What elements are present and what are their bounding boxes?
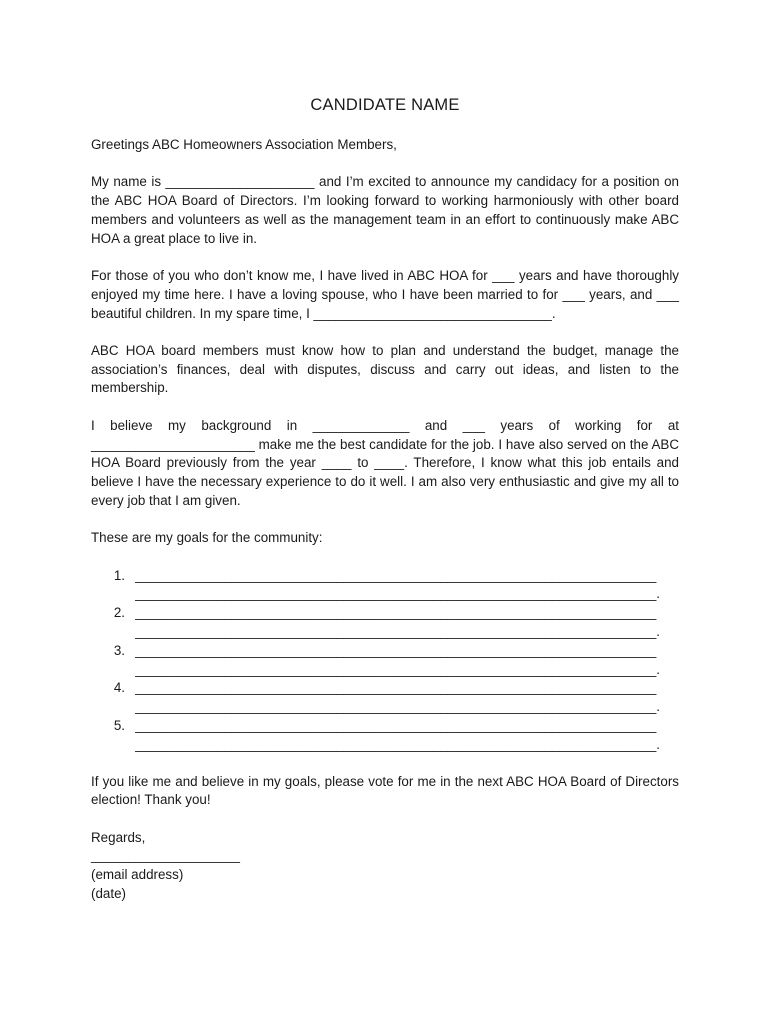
goal-blank xyxy=(135,604,679,642)
closing-paragraph: If you like me and believe in my goals, please vote for me in the next ABC HOA Board of Directors election! Thank you! xyxy=(91,773,679,808)
paragraph-responsibilities: ABC HOA board members must know how to plan and understand the budget, manage the association’s finances, deal with disputes, discuss and carry out ideas, and listen to the membership. xyxy=(91,342,679,396)
goal-blank-line: ______________________________________________________________________ xyxy=(135,680,657,696)
goal-number: 4. xyxy=(113,680,125,696)
document-page xyxy=(91,94,679,904)
goal-blank xyxy=(135,567,679,605)
goal-item xyxy=(91,717,679,755)
paragraph-introduction: My name is ____________________ and I’m excited to announce my candidacy for a position on the ABC HOA Board of Directors. I’m looking forward to working harmoniously with other board members and volunteers as well as the management team in an effort to continuously make ABC HOA a great place to live in. xyxy=(91,174,679,246)
document-title: CANDIDATE NAME xyxy=(310,96,460,114)
goal-blank xyxy=(135,642,679,680)
goal-number: 3. xyxy=(113,642,125,658)
paragraph-personal: For those of you who don’t know me, I have lived in ABC HOA for ___ years and have thoroughly enjoyed my time here. I have a loving spouse, who I have been married to for ___ years, and ___ beautiful children. In my spare time, I ________________________________. xyxy=(91,267,679,321)
goal-blank-line: ______________________________________________________________________ xyxy=(135,642,657,658)
goal-item xyxy=(91,679,679,717)
greeting: Greetings ABC Homeowners Association Members, xyxy=(91,137,397,152)
goal-blank-line: ______________________________________________________________________ xyxy=(135,605,657,621)
goal-number: 5. xyxy=(113,717,125,733)
goal-item xyxy=(91,604,679,642)
goal-blank-line: ______________________________________________________________________. xyxy=(135,736,661,752)
goal-blank-line: ______________________________________________________________________. xyxy=(135,586,661,602)
goal-blank xyxy=(135,717,679,755)
signature-block xyxy=(91,829,679,904)
goal-number: 1. xyxy=(113,567,125,583)
goal-item xyxy=(91,642,679,680)
paragraph-background: I believe my background in _____________ and ___ years of working for at ______________________ make me the best candidate for the job. I have also served on the ABC HOA Board previously from the year ____ to ____. Therefore, I know what this job entails and believe I have the necessary experience to do it well. I am also very enthusiastic and give my all to every job that I am given. xyxy=(91,417,679,508)
date-placeholder: (date) xyxy=(91,886,126,901)
goals-list xyxy=(91,567,679,755)
goal-blank-line: ______________________________________________________________________. xyxy=(135,699,661,715)
goal-blank-line: ______________________________________________________________________ xyxy=(135,717,657,733)
signature-line: ____________________ xyxy=(91,848,240,864)
goal-blank-line: ______________________________________________________________________ xyxy=(135,567,657,583)
email-placeholder: (email address) xyxy=(91,867,184,883)
goal-item xyxy=(91,567,679,605)
goal-number: 2. xyxy=(113,605,125,621)
regards-text: Regards, xyxy=(91,829,146,845)
goal-blank xyxy=(135,679,679,717)
goal-blank-line: ______________________________________________________________________. xyxy=(135,661,661,677)
goal-blank-line: ______________________________________________________________________. xyxy=(135,623,661,639)
goals-intro: These are my goals for the community: xyxy=(91,530,323,546)
